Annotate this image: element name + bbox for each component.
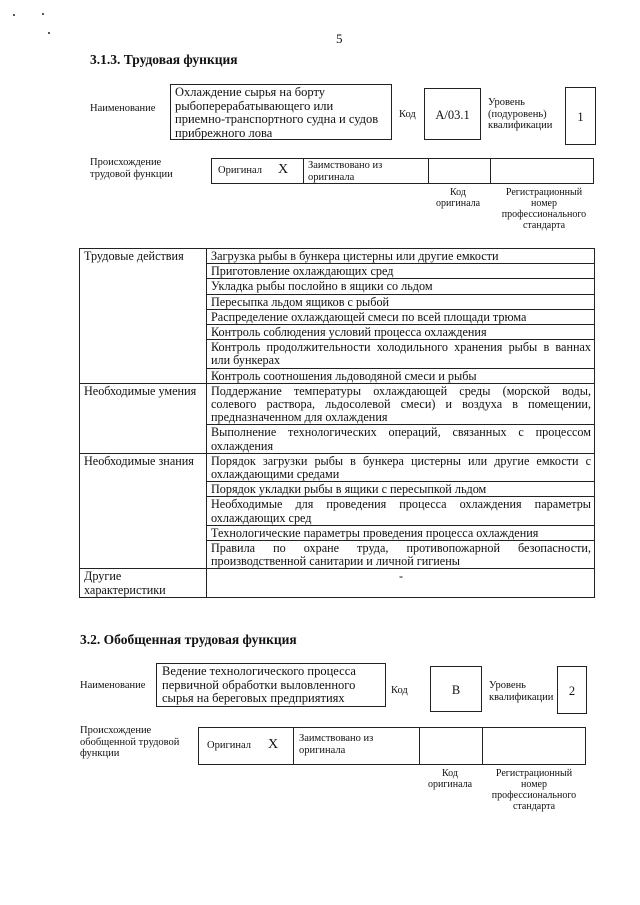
origin-label xyxy=(80,725,179,760)
divider xyxy=(293,728,294,764)
original-label: Оригинал xyxy=(207,740,251,751)
caption-line: профессионального xyxy=(501,209,587,220)
table-cell: Укладка рыбы послойно в ящики со льдом xyxy=(207,279,595,294)
table-cell: Технологические параметры проведения процесса охлаждения xyxy=(207,525,595,540)
reg-number-caption xyxy=(495,187,593,231)
original-label: Оригинал xyxy=(218,165,262,176)
code-label: Код xyxy=(399,109,416,120)
table-cell: Порядок загрузки рыбы в бункера цистерны или другие емкости с охлаждающими средами xyxy=(207,453,595,481)
caption-line: оригинала xyxy=(427,779,473,790)
scan-mark xyxy=(13,14,15,16)
code-original-caption xyxy=(419,768,481,790)
origin-row xyxy=(198,727,586,765)
caption-line: Регистрационный xyxy=(495,768,573,779)
function-name-line: Ведение технологического процесса xyxy=(162,664,356,678)
caption-line: Регистрационный xyxy=(505,187,583,198)
borrowed-label-line: оригинала xyxy=(299,744,346,756)
caption-line: профессионального xyxy=(491,790,577,801)
table-cell: Поддержание температуры охлаждающей среды (морской воды, солевого раствора, льдосолевой смеси) и воздуха в помещении, предназначенном для охлаждения xyxy=(207,383,595,425)
level-label xyxy=(489,680,553,703)
borrowed-label-line: Заимствовано из xyxy=(308,160,383,171)
reg-number-caption xyxy=(484,768,584,812)
function-name-line: приемно-транспортного судна и судов xyxy=(175,112,379,126)
caption-line: номер xyxy=(531,198,557,209)
row-header: Необходимые умения xyxy=(80,383,207,453)
divider xyxy=(490,159,491,183)
code-box: А/03.1 xyxy=(424,88,481,140)
code-box: В xyxy=(430,666,482,712)
table-cell: Пересыпка льдом ящиков с рыбой xyxy=(207,294,595,309)
table-cell: Правила по охране труда, противопожарной безопасности, производственной санитарии и личной гигиены xyxy=(207,541,595,569)
table-cell: Контроль соотношения льдоводяной смеси и рыбы xyxy=(207,368,595,383)
level-label-line: Уровень xyxy=(489,680,526,691)
level-label-line: Уровень xyxy=(488,97,525,108)
table-cell: Приготовление охлаждающих сред xyxy=(207,264,595,279)
table-cell: Выполнение технологических операций, связанных с процессом охлаждения xyxy=(207,425,595,453)
code-label: Код xyxy=(391,685,408,696)
level-box: 2 xyxy=(557,666,587,714)
origin-label-line: Происхождение xyxy=(80,725,152,736)
origin-label-line: обобщенной трудовой xyxy=(80,736,180,748)
scan-mark xyxy=(42,13,44,15)
origin-label-line: функции xyxy=(80,748,120,759)
level-label xyxy=(488,97,552,132)
divider xyxy=(303,159,304,183)
divider xyxy=(482,728,483,764)
section-heading-313: 3.1.3. Трудовая функция xyxy=(90,52,238,67)
borrowed-label xyxy=(299,733,373,756)
row-header: Необходимые знания xyxy=(80,453,207,569)
row-header: Трудовые действия xyxy=(80,249,207,384)
table-cell: - xyxy=(207,569,595,597)
level-label-line: (подуровень) xyxy=(488,108,547,120)
row-header: Другие характеристики xyxy=(80,569,207,597)
divider xyxy=(419,728,420,764)
caption-line: стандарта xyxy=(512,801,556,812)
name-label: Наименование xyxy=(80,680,146,691)
table-cell: Загрузка рыбы в бункера цистерны или другие емкости xyxy=(207,249,595,264)
level-label-line: квалификации xyxy=(489,691,554,703)
borrowed-label xyxy=(308,160,382,183)
table-cell: Порядок укладки рыбы в ящики с пересыпкой льдом xyxy=(207,482,595,497)
table-cell: Необходимые для проведения процесса охлаждения параметры охлаждающих сред xyxy=(207,497,595,525)
function-details-table xyxy=(79,248,595,598)
origin-row xyxy=(211,158,594,184)
original-mark: X xyxy=(278,162,289,177)
function-name-box xyxy=(170,84,392,140)
generalized-function-name-box xyxy=(156,663,386,707)
origin-label xyxy=(90,157,173,180)
original-mark: X xyxy=(268,737,279,752)
page-number: 5 xyxy=(336,31,343,46)
function-name-line: рыбоперерабатывающего или xyxy=(175,98,334,113)
origin-label-line: Происхождение xyxy=(90,157,162,168)
origin-label-line: трудовой функции xyxy=(90,168,173,180)
code-original-caption xyxy=(428,187,488,209)
scan-mark xyxy=(48,32,50,34)
caption-line: Код xyxy=(450,187,466,198)
table-cell: Распределение охлаждающей смеси по всей площади трюма xyxy=(207,309,595,324)
level-box: 1 xyxy=(565,87,596,145)
table-cell: Контроль продолжительности холодильного хранения рыбы в ваннах или бункерах xyxy=(207,340,595,368)
caption-line: номер xyxy=(521,779,547,790)
name-label: Наименование xyxy=(90,103,156,114)
function-name-line: сырья на береговых предприятиях xyxy=(162,691,345,705)
function-name-line: первичной обработки выловленного xyxy=(162,677,356,692)
borrowed-label-line: Заимствовано из xyxy=(299,733,374,744)
level-label-line: квалификации xyxy=(488,120,553,131)
caption-line: оригинала xyxy=(435,198,481,209)
divider xyxy=(428,159,429,183)
borrowed-label-line: оригинала xyxy=(308,171,355,183)
section-heading-32: 3.2. Обобщенная трудовая функция xyxy=(80,632,297,647)
table-cell: Контроль соблюдения условий процесса охлаждения xyxy=(207,325,595,340)
caption-line: стандарта xyxy=(522,220,566,231)
caption-line: Код xyxy=(442,768,458,779)
function-name-line: Охлаждение сырья на борту xyxy=(175,85,326,99)
function-name-line: прибрежного лова xyxy=(175,125,273,140)
